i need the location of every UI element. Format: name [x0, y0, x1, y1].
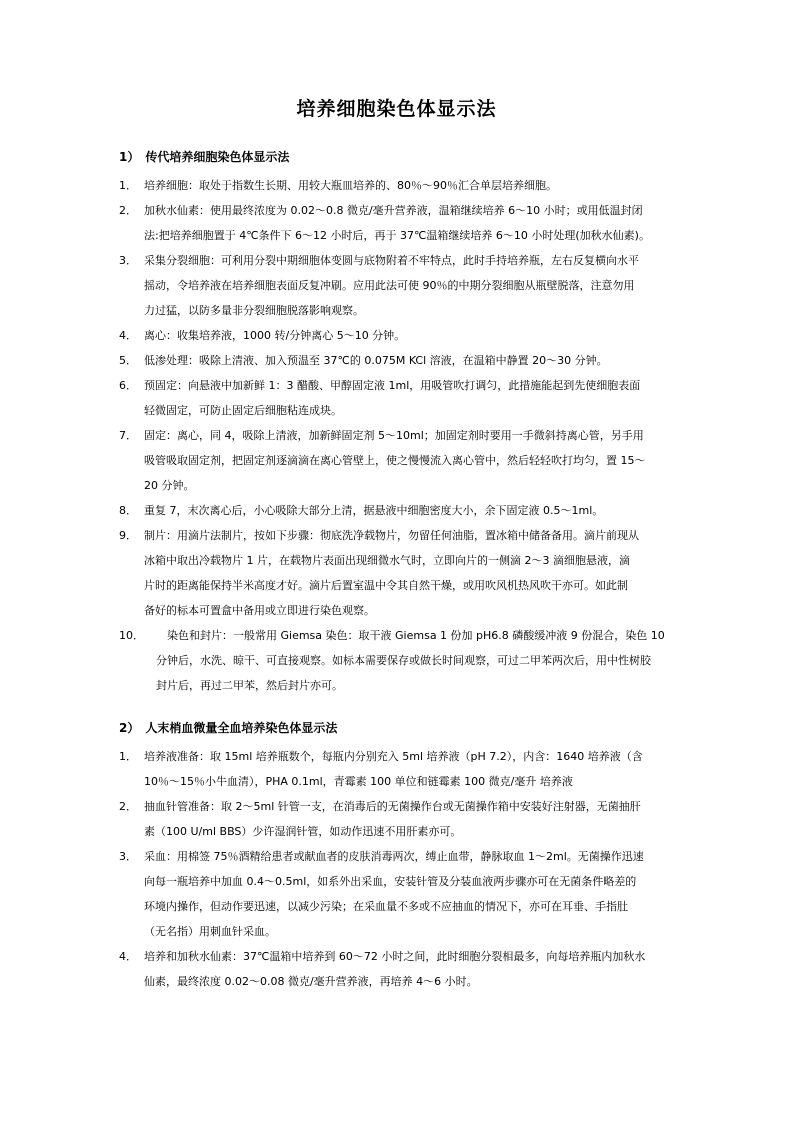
item-number: 1． — [119, 750, 137, 763]
list-item — [119, 523, 679, 623]
text-line: 摇动，令培养液在培养细胞表面反复冲刷。应用此法可使 90％的中期分裂细胞从瓶壁脱落，注意勿用 — [144, 279, 635, 292]
item-text — [144, 498, 679, 523]
section-passage-culture — [119, 149, 679, 698]
text-line: 向每一瓶培养中加血 0.4～0.5ml，如系外出采血，安装针管及分装血液两步骤亦可在无菌条件略差的 — [144, 875, 637, 888]
item-number: 4． — [119, 950, 137, 963]
text-line: 备好的标本可置盒中备用或立即进行染色观察。 — [144, 604, 375, 617]
text-line: 低渗处理：吸除上清液、加入预温至 37℃的 0.075M KCl 溶液，在温箱中静置 20～30 分钟。 — [144, 354, 608, 367]
text-line: （无名指）用刺血针采血。 — [144, 925, 276, 938]
list-item — [119, 423, 679, 498]
item-number: 4． — [119, 329, 137, 342]
item-number: 6． — [119, 379, 137, 392]
text-line: 力过猛，以防多量非分裂细胞脱落影响观察。 — [144, 304, 364, 317]
item-number: 7． — [119, 429, 137, 442]
item-number: 3． — [119, 254, 137, 267]
list-item — [119, 373, 679, 423]
text-line: 轻微固定，可防止固定后细胞粘连成块。 — [144, 404, 342, 417]
item-number: 8． — [119, 504, 137, 517]
list-item — [119, 348, 679, 373]
text-line: 片时的距离能保持半米高度才好。滴片后置室温中令其自然干燥，或用吹风机热风吹干亦可。如此制 — [144, 579, 628, 592]
list-item — [119, 744, 679, 794]
list-item — [119, 844, 679, 944]
item-text — [144, 844, 679, 944]
text-line: 染色和封片：一般常用 Giemsa 染色：取干液 Giemsa 1 份加 pH6.8 磷酸缓冲液 9 份混合，染色 10 — [156, 629, 665, 642]
item-number: 3． — [119, 850, 137, 863]
text-line: 素（100 U/ml BBS）少许湿润针管，如动作迅速不用肝素亦可。 — [144, 825, 462, 838]
item-text — [144, 794, 679, 844]
item-text — [156, 623, 679, 698]
item-number: 10． — [119, 629, 144, 642]
text-line: 培养细胞：取处于指数生长期、用较大瓶皿培养的、80％～90％汇合单层培养细胞。 — [144, 179, 557, 192]
list-item — [119, 623, 679, 698]
text-line: 吸管吸取固定剂，把固定剂逐滴滴在离心管壁上，使之慢慢流入离心管中，然后轻轻吹打均匀，置 15～ — [144, 454, 646, 467]
section-heading: 2） 人末梢血微量全血培养染色体显示法 — [119, 721, 338, 735]
text-line: 采血：用棉签 75％酒精给患者或献血者的皮肤消毒两次，缚止血带，静脉取血 1～2ml。无菌操作迅速 — [144, 850, 644, 863]
item-number: 9． — [119, 529, 137, 542]
list-item — [119, 944, 679, 994]
list-item — [119, 323, 679, 348]
item-text — [144, 348, 679, 373]
item-text — [144, 323, 679, 348]
item-text — [144, 944, 679, 994]
section-heading: 1） 传代培养细胞染色体显示法 — [119, 150, 290, 164]
text-line: 仙素，最终浓度 0.02～0.08 微克/毫升营养液，再培养 4～6 小时。 — [144, 975, 478, 988]
text-line: 采集分裂细胞：可利用分裂中期细胞体变圆与底物附着不牢特点，此时手持培养瓶，左右反复横向水平 — [144, 254, 639, 267]
item-text — [144, 523, 679, 623]
text-line: 20 分钟。 — [144, 479, 195, 492]
item-text — [144, 198, 679, 248]
item-text — [144, 248, 679, 323]
item-text — [144, 744, 679, 794]
list-item — [119, 173, 679, 198]
text-line: 培养液准备：取 15ml 培养瓶数个，每瓶内分别充入 5ml 培养液（pH 7.2），内含：1640 培养液（含 — [144, 750, 643, 763]
text-line: 加秋水仙素：使用最终浓度为 0.02～0.8 微克/毫升营养液，温箱继续培养 6～10 小时；或用低温封闭 — [144, 204, 643, 217]
text-line: 培养和加秋水仙素：37℃温箱中培养到 60～72 小时之间，此时细胞分裂相最多，向每培养瓶内加秋水 — [144, 950, 646, 963]
item-number: 2． — [119, 204, 137, 217]
item-text — [144, 423, 679, 498]
list-item — [119, 498, 679, 523]
text-line: 预固定：向悬液中加新鲜 1：3 醋酸、甲醇固定液 1ml，用吸管吹打调匀，此措施能起到先使细胞表面 — [144, 379, 641, 392]
text-line: 抽血针管准备：取 2～5ml 针管一支，在消毒后的无菌操作台或无菌操作箱中安装好注射器，无菌抽肝 — [144, 800, 641, 813]
item-number: 2． — [119, 800, 137, 813]
text-line: 固定：离心，同 4，吸除上清液，加新鲜固定剂 5～10ml；加固定剂时要用一手微斜持离心管，另手用 — [144, 429, 644, 442]
text-line: 封片后，再过二甲苯，然后封片亦可。 — [156, 679, 343, 692]
list-item — [119, 794, 679, 844]
item-text — [144, 173, 679, 198]
page-title: 培养细胞染色体显示法 — [296, 98, 497, 120]
text-line: 制片：用滴片法制片，按如下步骤：彻底洗净载物片，勿留任何油脂，置冰箱中储备备用。滴片前现从 — [144, 529, 639, 542]
list-item — [119, 248, 679, 323]
item-text — [144, 373, 679, 423]
text-line: 冰箱中取出冷载物片 1 片，在载物片表面出现细微水气时，立即向片的一侧滴 2～3 滴细胞悬液，滴 — [144, 554, 630, 567]
text-line: 重复 7，末次离心后，小心吸除大部分上清，据悬液中细胞密度大小，余下固定液 0.5～1ml。 — [144, 504, 604, 517]
text-line: 环境内操作，但动作要迅速，以减少污染；在采血量不多或不应抽血的情况下，亦可在耳垂、手指肚 — [144, 900, 628, 913]
list-item — [119, 198, 679, 248]
section-peripheral-blood — [119, 720, 679, 994]
item-number: 1． — [119, 179, 137, 192]
text-line: 10％～15％小牛血清），PHA 0.1ml，青霉素 100 单位和链霉素 100 微克/毫升 培养液 — [144, 775, 573, 788]
text-line: 分钟后，水洗、晾干、可直接观察。如标本需要保存或做长时间观察，可过二甲苯两次后，用中性树胶 — [156, 654, 651, 667]
text-line: 离心：收集培养液，1000 转/分钟离心 5～10 分钟。 — [144, 329, 406, 342]
text-line: 法:把培养细胞置于 4℃条件下 6～12 小时后，再于 37℃温箱继续培养 6～10 小时处理(加秋水仙素)。 — [144, 229, 650, 242]
item-number: 5． — [119, 354, 137, 367]
